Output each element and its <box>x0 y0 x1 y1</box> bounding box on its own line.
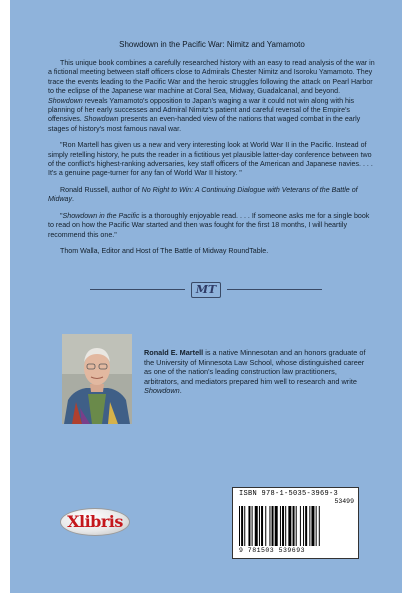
author-portrait-icon <box>62 334 132 424</box>
barcode-stripe <box>285 506 286 546</box>
publisher-logo-text: Xlibris <box>67 512 123 531</box>
back-cover <box>10 0 402 593</box>
publisher-logo <box>60 508 130 536</box>
barcode-stripe <box>311 506 314 546</box>
book-title: Showdown in the Pacific War: Nimitz and Yamamoto <box>119 40 305 49</box>
barcode-stripe <box>255 506 258 546</box>
barcode-stripe <box>282 506 284 546</box>
barcode-stripe <box>280 506 281 546</box>
barcode-stripe <box>261 506 263 546</box>
monogram-icon: MT <box>191 282 221 298</box>
barcode-stripe <box>272 506 274 546</box>
divider-line-right <box>227 289 322 290</box>
cover-text-block <box>48 40 376 263</box>
barcode-stripe <box>305 506 307 546</box>
barcode-stripe <box>248 506 250 546</box>
barcode-stripe <box>288 506 291 546</box>
barcode-stripe <box>239 506 240 546</box>
barcode-stripe <box>309 506 310 546</box>
barcode-digits: 9 781503 539693 <box>239 547 306 554</box>
barcode-stripe <box>259 506 260 546</box>
barcode-stripe <box>300 506 301 546</box>
barcode-stripe <box>319 506 320 546</box>
barcode-stripe <box>316 506 317 546</box>
barcode-stripe <box>244 506 245 546</box>
divider-line-left <box>90 289 185 290</box>
isbn-number: ISBN 978-1-5035-3969-3 <box>239 490 339 498</box>
author-bio: Ronald E. Martell is a native Minnesotan and an honors graduate of the University of Minnesota Law School, whose distinguished career as one of the nation's leading construction law practitioners, arbitrators, and mediators prepared him well to research and write Showdown. <box>144 348 366 396</box>
barcode-stripe <box>296 506 297 546</box>
barcode-stripe <box>303 506 304 546</box>
barcode-stripe <box>275 506 278 546</box>
barcode-stripe <box>265 506 266 546</box>
isbn-barcode <box>232 487 359 559</box>
review-attribution-1: Ronald Russell, author of No Right to Win: A Continuing Dialogue with Veterans of the Battle of Midway. <box>48 185 358 204</box>
review-quote-2: "Showdown in the Pacific is a thoroughly enjoyable read. . . . If someone asks me for a single book to read on how the Pacific War started and then was fought for the first 18 months, I will heartily recommend this one." <box>48 211 370 239</box>
price-code: 53499 <box>334 498 354 505</box>
barcode-stripe <box>269 506 270 546</box>
barcode-stripe <box>252 506 253 546</box>
barcode-stripe <box>241 506 243 546</box>
book-description: This unique book combines a carefully researched history with an easy to read analysis of the war in a fictional meeting between staff officers close to Admirals Chester Nimitz and Isoroku Yamamoto. They trace the events leading to the Pacific War and the heroic struggles following the attack on Pearl Harbor to the eclipse of the Japanese war machine at Coral Sea, Midway, Guadalcanal, and beyond. Showdown reveals Yamamoto's opposition to Japan's waging a war it could not win along with his planning of her early successes and Admiral Nimitz's patient and careful reversal of the Empire's offensives. Showdown presents an even-handed view of the nations that waged combat in the early stages of history's most famous naval war. <box>48 59 375 133</box>
author-photo <box>62 334 132 424</box>
review-quote-1: "Ron Martell has given us a new and very interesting look at World War II in the Pacific. Instead of simply retelling history, he puts the reader in a fictitious yet plausible latter-day conference between two of the conflict's highest-ranking adversaries, key staff officers of the American and Japanese navies. . . . It's a genuine page-turner for any fan of World War II history. " <box>48 141 373 178</box>
ornament-divider <box>90 282 322 298</box>
review-attribution-2: Thom Walla, Editor and Host of The Battle of Midway RoundTable. <box>60 246 269 255</box>
barcode-icon <box>239 506 352 546</box>
author-name: Ronald E. Martell <box>144 348 204 357</box>
barcode-stripe <box>293 506 295 546</box>
